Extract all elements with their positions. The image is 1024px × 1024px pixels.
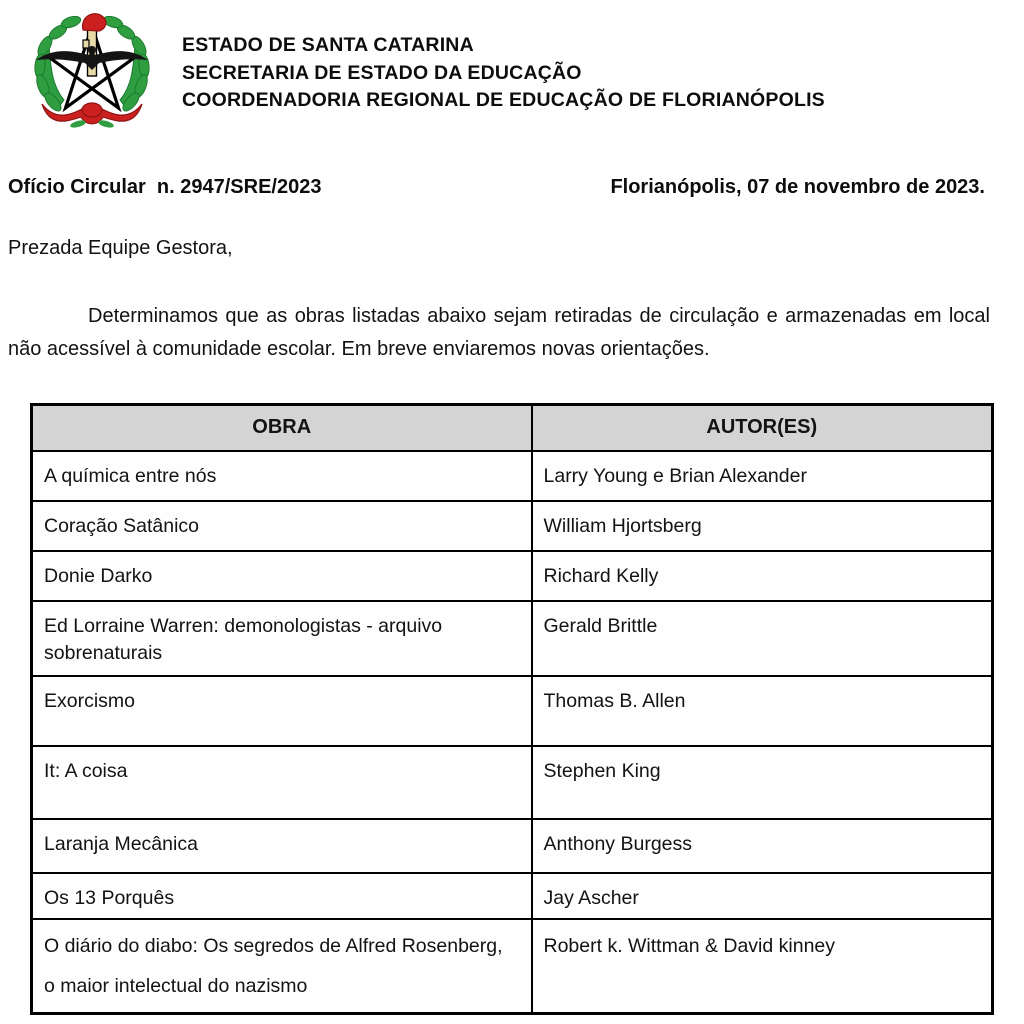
obra-cell: Laranja Mecânica	[32, 819, 532, 873]
table-row	[32, 451, 993, 501]
autor-cell: Gerald Brittle	[532, 601, 993, 676]
santa-catarina-coat-of-arms-icon	[28, 10, 156, 132]
banned-books-table	[30, 403, 994, 1015]
table-header-row	[32, 405, 993, 451]
table-row	[32, 676, 993, 746]
oficio-meta-row	[8, 176, 985, 199]
autor-cell: Anthony Burgess	[532, 819, 993, 873]
org-line-secretaria: SECRETARIA DE ESTADO DA EDUCAÇÃO	[182, 61, 582, 84]
table-row	[32, 819, 993, 873]
obra-cell: Coração Satânico	[32, 501, 532, 551]
obra-cell: It: A coisa	[32, 746, 532, 819]
table-row	[32, 551, 993, 601]
salutation: Prezada Equipe Gestora,	[8, 237, 233, 259]
document-date: Florianópolis, 07 de novembro de 2023.	[610, 176, 985, 198]
table-row	[32, 919, 993, 1014]
autor-cell: Larry Young e Brian Alexander	[532, 451, 993, 501]
obra-cell: Donie Darko	[32, 551, 532, 601]
column-header-autores: AUTOR(ES)	[532, 405, 993, 451]
oficio-number: Ofício Circular n. 2947/SRE/2023	[8, 176, 322, 198]
column-header-obra: OBRA	[32, 405, 532, 451]
obra-cell: O diário do diabo: Os segredos de Alfred Rosenberg, o maior intelectual do nazismo	[32, 919, 532, 1014]
obra-cell: Ed Lorraine Warren: demonologistas - arquivo sobrenaturais	[32, 601, 532, 676]
table-row	[32, 501, 993, 551]
obra-cell: A química entre nós	[32, 451, 532, 501]
letterhead	[0, 0, 1024, 140]
organization-lines	[156, 10, 825, 115]
autor-cell: Robert k. Wittman & David kinney	[532, 919, 993, 1014]
autor-cell: Stephen King	[532, 746, 993, 819]
obra-cell: Os 13 Porquês	[32, 873, 532, 919]
table-row	[32, 873, 993, 919]
org-line-coordenadoria: COORDENADORIA REGIONAL DE EDUCAÇÃO DE FLORIANÓPOLIS	[182, 89, 825, 111]
autor-cell: Jay Ascher	[532, 873, 993, 919]
autor-cell: Thomas B. Allen	[532, 676, 993, 746]
obra-cell: Exorcismo	[32, 676, 532, 746]
autor-cell: Richard Kelly	[532, 551, 993, 601]
body-paragraph: Determinamos que as obras listadas abaixo sejam retiradas de circulação e armazenadas em local não acessível à comunidade escolar. Em breve enviaremos novas orientações.	[8, 305, 990, 360]
table-row	[32, 601, 993, 676]
autor-cell: William Hjortsberg	[532, 501, 993, 551]
table-row	[32, 746, 993, 819]
org-line-state: ESTADO DE SANTA CATARINA	[182, 34, 474, 56]
